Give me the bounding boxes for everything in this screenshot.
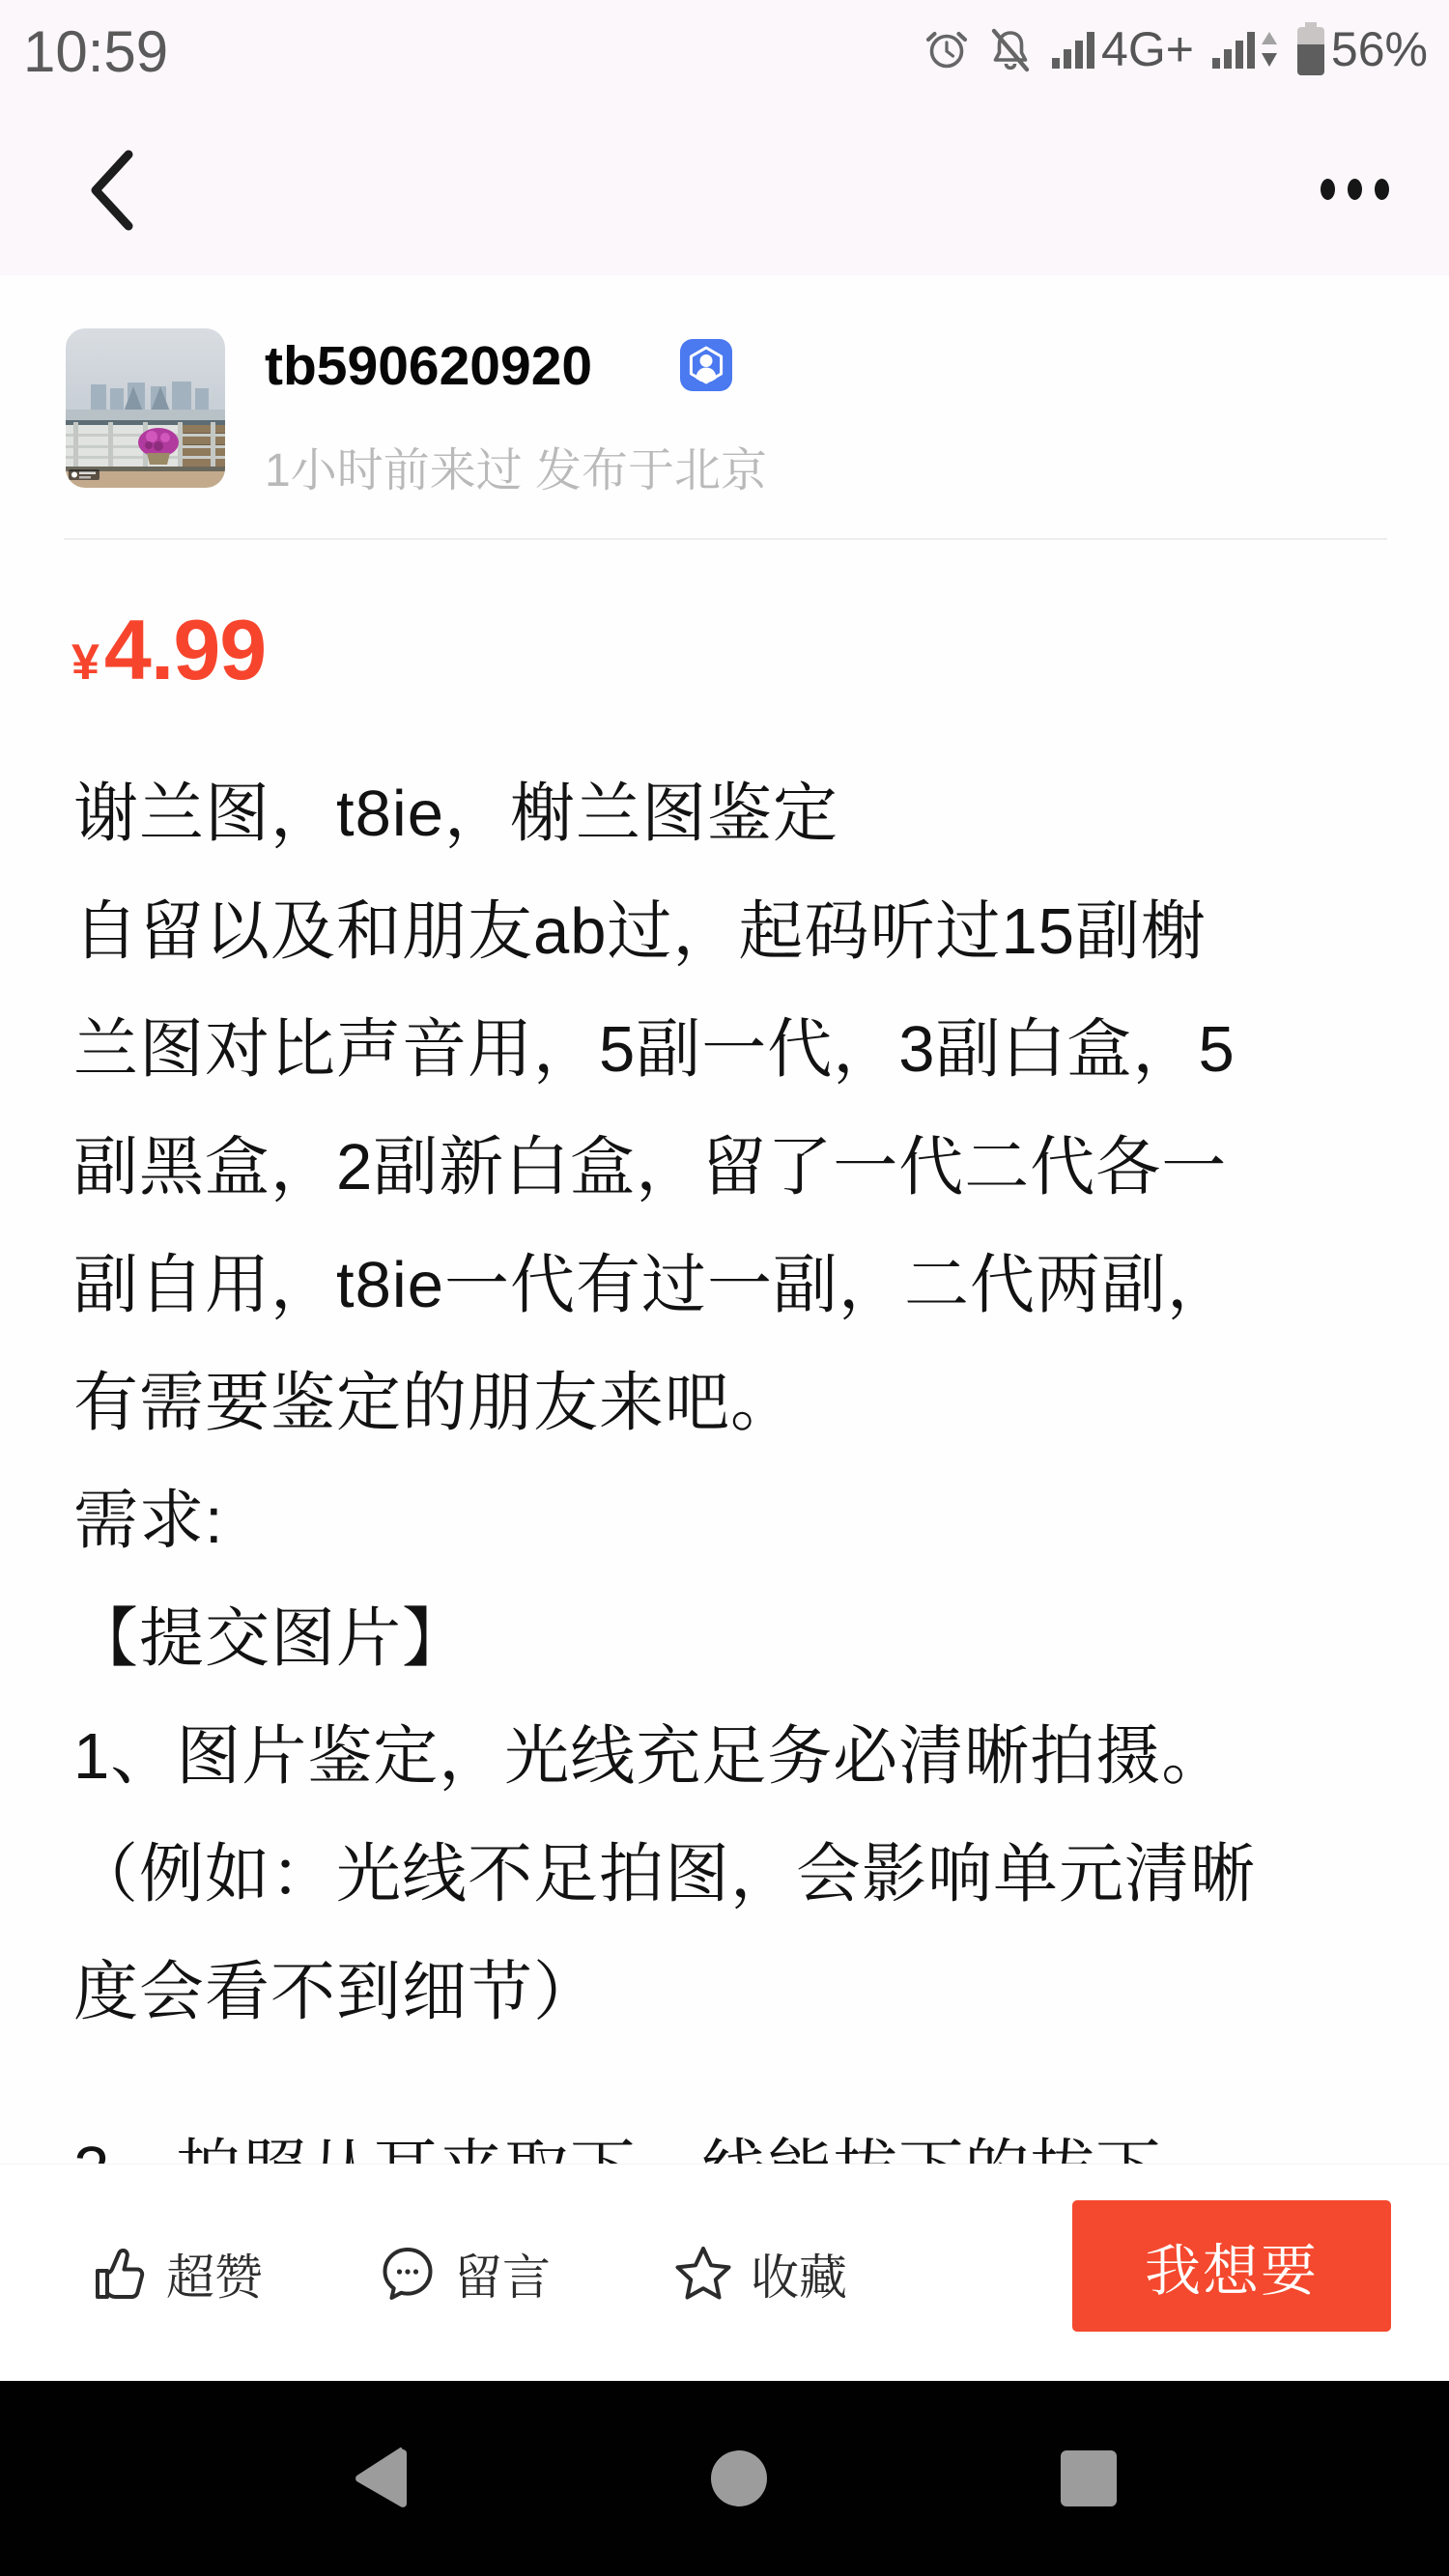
signal-primary [1052, 21, 1194, 77]
description-line: 副自用，t8ie一代有过一副，二代两副， [73, 1249, 1234, 1321]
description-line: 需求: [73, 1485, 224, 1557]
signal-bars-icon [1212, 30, 1257, 69]
seller-activity-subtitle: 1小时前来过 发布于北京 [265, 445, 768, 496]
description-line: 1、图片鉴定，光线充足务必清晰拍摄。 [73, 1720, 1228, 1793]
price-amount: 4.99 [103, 602, 267, 697]
nav-bar [0, 99, 1449, 275]
description-line [73, 2052, 1392, 2111]
comment-bubble-icon [377, 2243, 439, 2305]
i-want-it-button[interactable]: 我想要 [1072, 2200, 1391, 2332]
more-dot [1375, 179, 1389, 200]
battery-icon [1295, 22, 1326, 76]
android-home-icon [710, 2449, 768, 2507]
android-nav-bar [0, 2381, 1449, 2576]
description-line: 【提交图片】 [73, 1602, 468, 1675]
action-bar [0, 2164, 1449, 2382]
price [71, 601, 266, 699]
avatar[interactable] [66, 328, 225, 488]
battery [1295, 21, 1428, 77]
description-line: 有需要鉴定的朋友来吧。 [73, 1367, 796, 1439]
item-description [73, 755, 1392, 2229]
thumbs-up-icon [89, 2243, 151, 2305]
status-icons [924, 0, 1428, 99]
android-recents-button[interactable] [1026, 2381, 1151, 2576]
description-line: （例如：光线不足拍图，会影响单元清晰 [73, 1838, 1256, 1911]
favorite-label: 收藏 [751, 2250, 847, 2305]
android-back-button[interactable] [319, 2381, 444, 2576]
top-chrome [0, 0, 1449, 275]
signal-bars-icon [1052, 30, 1096, 69]
star-icon [671, 2243, 735, 2305]
section-divider [64, 538, 1387, 540]
description-line: 副黑盒，2副新白盒，留了一代二代各一 [73, 1131, 1228, 1203]
back-chevron-icon [84, 148, 140, 233]
signal-secondary [1212, 30, 1277, 69]
comment-button[interactable] [377, 2165, 551, 2382]
back-button[interactable] [73, 137, 151, 243]
android-back-icon [355, 2446, 409, 2511]
notifications-off-icon [987, 26, 1034, 72]
alarm-icon [924, 27, 969, 71]
android-home-button[interactable] [676, 2381, 802, 2576]
description-line: 自留以及和朋友ab过，起码听过15副榭 [73, 895, 1208, 968]
verified-badge-icon [680, 339, 732, 391]
android-recents-icon [1060, 2449, 1118, 2507]
favorite-button[interactable] [671, 2165, 847, 2382]
username[interactable]: tb590620920 [265, 335, 593, 397]
status-bar [0, 0, 1449, 99]
comment-label: 留言 [454, 2250, 551, 2305]
more-dot [1321, 179, 1335, 200]
status-time: 10:59 [23, 19, 169, 84]
description-line: 度会看不到细节） [73, 1956, 599, 2028]
currency-symbol: ¥ [71, 635, 99, 691]
more-options-button[interactable] [1321, 168, 1389, 211]
description-line: 谢兰图，t8ie，榭兰图鉴定 [73, 778, 839, 850]
updown-arrows-icon [1262, 30, 1277, 69]
battery-percent-label: 56% [1330, 22, 1428, 76]
network-type-label: 4G+ [1101, 22, 1194, 76]
like-label: 超赞 [166, 2250, 263, 2305]
like-button[interactable] [89, 2165, 263, 2382]
description-line: 兰图对比声音用，5副一代，3副白盒，5 [73, 1013, 1236, 1086]
more-dot [1348, 179, 1362, 200]
